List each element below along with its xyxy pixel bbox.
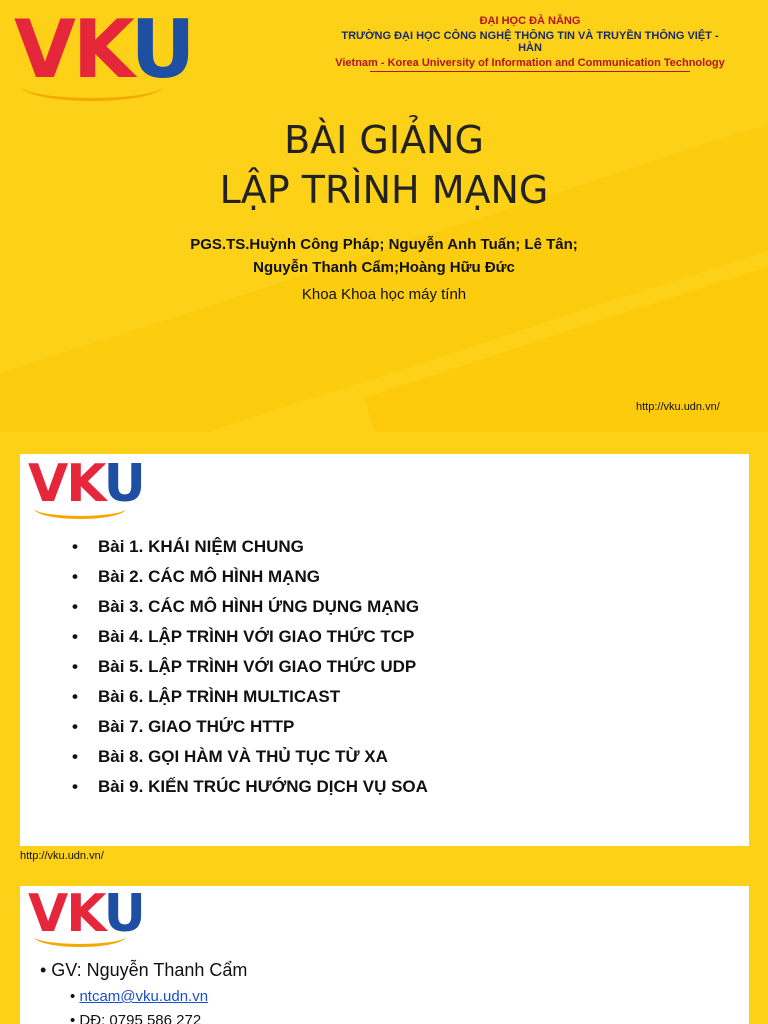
logo-arc — [22, 72, 162, 101]
logo-arc — [34, 498, 126, 519]
contact-panel — [20, 886, 749, 1024]
toc-url[interactable]: http://vku.udn.vn/ — [20, 850, 104, 862]
header-line-1: ĐẠI HỌC ĐÀ NẴNG — [479, 15, 581, 27]
list-item: • Bài 1. KHÁI NIỆM CHUNG — [72, 537, 304, 556]
header-line-2: TRƯỜNG ĐẠI HỌC CÔNG NGHỆ THÔNG TIN VÀ TRUYỀN THÔNG VIỆT - HÀN — [341, 30, 719, 54]
authors-line-2: Nguyễn Thanh Cẩm;Hoàng Hữu Đức — [253, 259, 515, 276]
lecturer-email-row: • ntcam@vku.udn.vn — [70, 988, 209, 1005]
logo-letter-k: K — [72, 3, 131, 96]
list-item: • Bài 7. GIAO THỨC HTTP — [72, 717, 295, 736]
logo-letter-u: U — [103, 454, 144, 514]
faculty-name: Khoa Khoa học máy tính — [301, 286, 467, 303]
authors-line-1: PGS.TS.Huỳnh Công Pháp; Nguyễn Anh Tuấn; Lê Tân; — [190, 236, 578, 253]
list-item: • Bài 8. GỌI HÀM VÀ THỦ TỤC TỪ XA — [72, 747, 388, 766]
contact-slide — [0, 870, 768, 1024]
logo-letter-v: V — [28, 884, 67, 944]
cover-slide — [0, 0, 768, 432]
toc-slide — [0, 432, 768, 870]
logo-letter-k: K — [66, 884, 104, 944]
vku-logo — [14, 3, 193, 100]
list-item: • Bài 2. CÁC MÔ HÌNH MẠNG — [72, 567, 320, 586]
lecture-title-line-2: LẬP TRÌNH MẠNG — [219, 168, 549, 212]
lecturer-phone: • DĐ: 0795 586 272 — [70, 1012, 202, 1024]
vku-logo — [28, 454, 144, 518]
header-line-3: Vietnam - Korea University of Information and Communication Technology — [335, 57, 725, 69]
list-item: • Bài 5. LẬP TRÌNH VỚI GIAO THỨC UDP — [72, 657, 417, 676]
logo-letter-u: U — [130, 3, 193, 96]
university-header — [330, 15, 730, 72]
toc-panel — [20, 454, 749, 846]
cover-url[interactable]: http://vku.udn.vn/ — [636, 401, 720, 413]
logo-arc — [34, 926, 126, 947]
list-item: • Bài 6. LẬP TRÌNH MULTICAST — [72, 687, 341, 706]
list-item: • Bài 3. CÁC MÔ HÌNH ỨNG DỤNG MẠNG — [72, 597, 420, 616]
vku-logo — [28, 884, 144, 948]
logo-letter-k: K — [66, 454, 104, 514]
logo-letter-v: V — [28, 454, 67, 514]
lecturer-email-link[interactable]: ntcam@vku.udn.vn — [79, 988, 209, 1005]
lecturer-name: • GV: Nguyễn Thanh Cẩm — [40, 960, 248, 980]
list-item: • Bài 9. KIẾN TRÚC HƯỚNG DỊCH VỤ SOA — [72, 777, 428, 796]
logo-letter-u: U — [103, 884, 144, 944]
logo-letter-v: V — [14, 3, 73, 96]
list-item: • Bài 4. LẬP TRÌNH VỚI GIAO THỨC TCP — [72, 627, 415, 646]
lecture-list — [72, 532, 428, 802]
header-rule — [370, 71, 690, 72]
lecture-title-line-1: BÀI GIẢNG — [284, 118, 484, 162]
